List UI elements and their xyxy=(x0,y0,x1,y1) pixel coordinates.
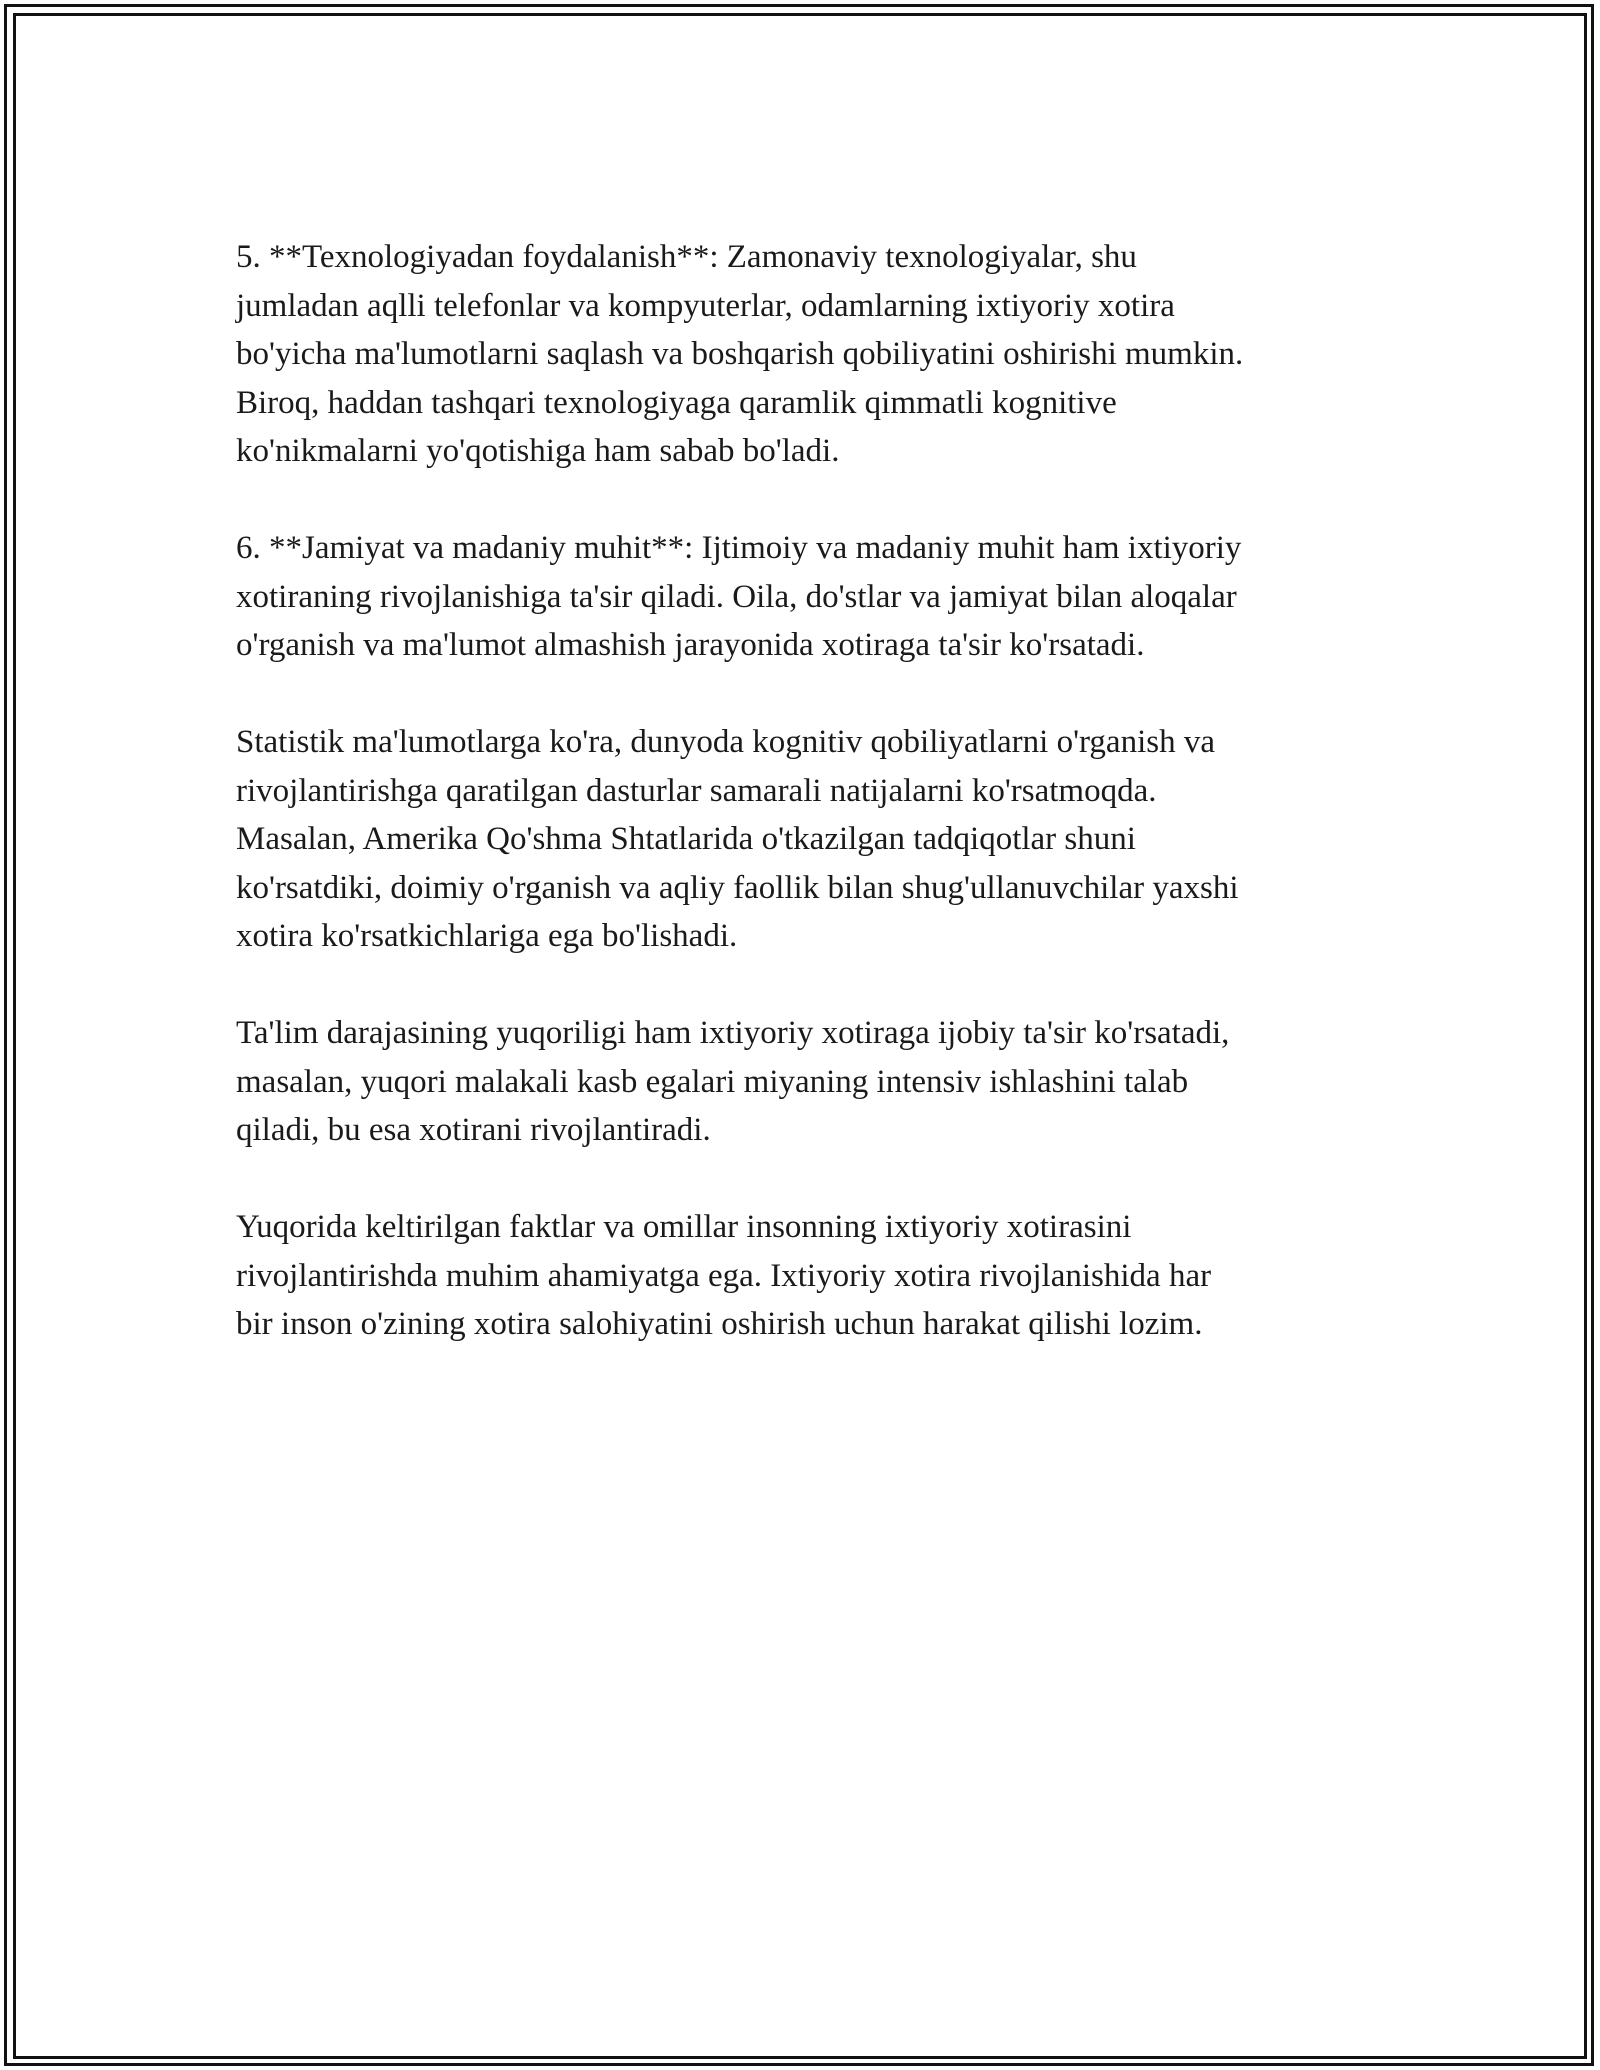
paragraph-society-culture: 6. **Jamiyat va madaniy muhit**: Ijtimoiy va madaniy muhit ham ixtiyoriy xotiraning rivojlanishiga ta'sir qiladi. Oila, do'stlar va jamiyat bilan aloqalar o'rganish va ma'lumot almashish jarayonida xotiraga ta'sir ko'rsatadi. xyxy=(236,530,1242,663)
document-body xyxy=(236,233,1366,1397)
paragraph-conclusion: Yuqorida keltirilgan faktlar va omillar insonning ixtiyoriy xotirasini rivojlantirishda muhim ahamiyatga ega. Ixtiyoriy xotira rivojlanishida har bir inson o'zining xotira salohiyatini oshirish uchun harakat qilishi lozim. xyxy=(236,1209,1212,1342)
paragraph-statistics: Statistik ma'lumotlarga ko'ra, dunyoda kognitiv qobiliyatlarni o'rganish va rivojlantirishga qaratilgan dasturlar samarali natijalarni ko'rsatmoqda. Masalan, Amerika Qo'shma Shtatlarida o'tkazilgan tadqiqotlar shuni ko'rsatdiki, doimiy o'rganish va aqliy faollik bilan shug'ullanuvchilar yaxshi xotira ko'rsatkichlariga ega bo'lishadi. xyxy=(236,724,1239,954)
paragraph-technology: 5. **Texnologiyadan foydalanish**: Zamonaviy texnologiyalar, shu jumladan aqlli telefonlar va kompyuterlar, odamlarning ixtiyoriy xotira bo'yicha ma'lumotlarni saqlash va boshqarish qobiliyatini oshirishi mumkin. Biroq, haddan tashqari texnologiyaga qaramlik qimmatli kognitive ko'nikmalarni yo'qotishiga ham sabab bo'ladi. xyxy=(236,239,1244,469)
paragraph-education: Ta'lim darajasining yuqoriligi ham ixtiyoriy xotiraga ijobiy ta'sir ko'rsatadi, masalan, yuqori malakali kasb egalari miyaning intensiv ishlashini talab qiladi, bu esa xotirani rivojlantiradi. xyxy=(236,1015,1230,1148)
